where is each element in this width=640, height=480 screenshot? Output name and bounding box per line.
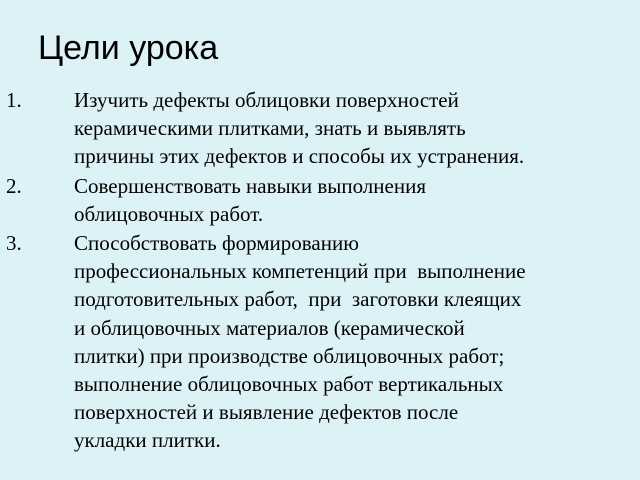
goal-text-line: поверхностей и выявление дефектов после [74,400,459,425]
goal-text-line: облицовочных работ. [74,201,264,226]
goal-text-line: керамическими плитками, знать и выявлять [74,116,466,141]
goal-item [4,86,616,171]
goal-text-line: причины этих дефектов и способы их устранения. [74,144,525,169]
goal-text-line: Способствовать формированию [74,231,359,256]
slide-title: Цели урока [38,29,219,67]
goal-text-line: и облицовочных материалов (керамической [74,315,465,340]
goal-item [4,172,616,228]
goal-number: 2. [6,173,22,198]
goal-text-line: Совершенствовать навыки выполнения [74,173,426,198]
goal-text-line: плитки) при производстве облицовочных работ; [74,343,505,368]
goal-text-line: укладки плитки. [74,428,221,453]
goal-text-line: выполнение облицовочных работ вертикальных [74,372,504,397]
goal-text-line: подготовительных работ, при заготовки клеящих [74,287,522,312]
goal-number: 1. [6,88,22,112]
goal-text [74,172,616,228]
goal-item [4,229,616,455]
goal-text [74,86,616,171]
goal-number: 3. [6,231,22,256]
goal-text-line: Изучить дефекты облицовки поверхностей [74,88,459,112]
goal-text-line: профессиональных компетенций при выполнение [74,259,526,284]
goal-text [74,229,616,455]
goals-list [4,86,616,456]
